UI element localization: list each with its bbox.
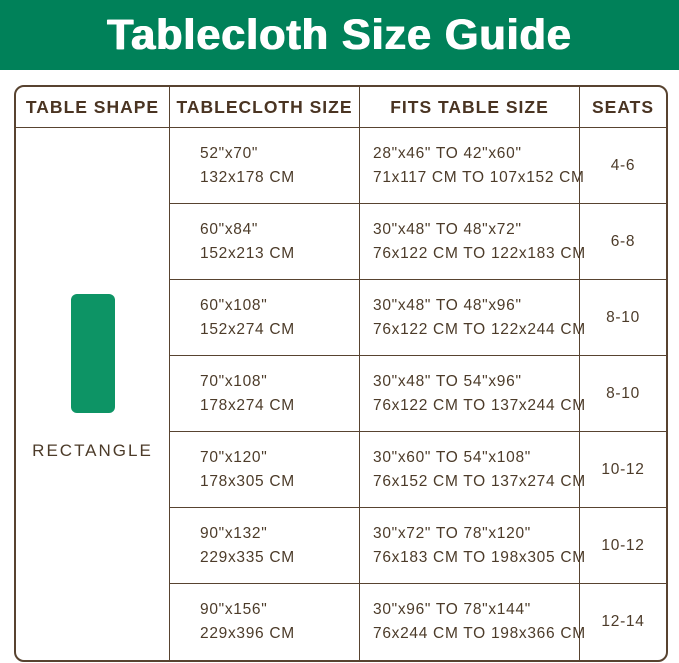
title-banner <box>0 0 679 70</box>
header-tablecloth-size: TABLECLOTH SIZE <box>170 87 360 128</box>
shape-label: RECTANGLE <box>32 440 153 460</box>
size-cm: 229x335 CM <box>200 548 295 566</box>
seats-cell: 10-12 <box>580 508 666 584</box>
fits-inches: 30"x72" TO 78"x120" <box>373 524 531 542</box>
tablecloth-size-cell <box>170 508 360 584</box>
size-inches: 70"x120" <box>200 448 268 466</box>
tablecloth-size-cell <box>170 432 360 508</box>
fits-cm: 76x122 CM TO 122x244 CM <box>373 320 586 338</box>
size-inches: 70"x108" <box>200 372 268 390</box>
size-guide-table <box>14 85 668 662</box>
fits-inches: 30"x48" TO 48"x96" <box>373 296 522 314</box>
fits-inches: 30"x96" TO 78"x144" <box>373 601 531 618</box>
size-inches: 90"x156" <box>200 601 268 618</box>
fits-inches: 30"x60" TO 54"x108" <box>373 448 531 466</box>
shape-wrap <box>16 294 169 463</box>
header-seats: SEATS <box>580 87 666 128</box>
fits-cm: 76x122 CM TO 122x183 CM <box>373 244 586 262</box>
tablecloth-size-cell <box>170 280 360 356</box>
fits-size-cell <box>360 508 586 584</box>
fits-cm: 76x152 CM TO 137x274 CM <box>373 472 586 490</box>
size-cm: 178x305 CM <box>200 472 295 490</box>
seats-cell: 8-10 <box>580 356 666 432</box>
fits-inches: 28"x46" TO 42"x60" <box>373 144 522 162</box>
fits-size-cell <box>360 356 586 432</box>
page-title: Tablecloth Size Guide <box>107 10 572 59</box>
fits-cm: 71x117 CM TO 107x152 CM <box>373 168 585 186</box>
size-inches: 60"x84" <box>200 220 259 238</box>
size-cm: 152x274 CM <box>200 320 295 338</box>
size-cm: 152x213 CM <box>200 244 295 262</box>
tablecloth-size-cell <box>170 204 360 280</box>
fits-inches: 30"x48" TO 48"x72" <box>373 220 522 238</box>
fits-size-cell <box>360 128 585 204</box>
seats-cell: 4-6 <box>580 128 666 204</box>
fits-size-cell <box>360 584 586 660</box>
rectangle-shape-icon <box>71 294 115 413</box>
fits-cm: 76x122 CM TO 137x244 CM <box>373 396 586 414</box>
seats-cell: 12-14 <box>601 613 645 630</box>
fits-inches: 30"x48" TO 54"x96" <box>373 372 522 390</box>
seats-cell: 8-10 <box>580 280 666 356</box>
size-cm: 132x178 CM <box>200 168 295 186</box>
tablecloth-size-cell <box>170 356 360 432</box>
size-inches: 52"x70" <box>200 144 259 162</box>
fits-size-cell <box>360 432 586 508</box>
tablecloth-size-cell <box>170 128 360 204</box>
size-inches: 90"x132" <box>200 524 268 542</box>
seats-cell: 10-12 <box>580 432 666 508</box>
fits-cm: 76x244 CM TO 198x366 CM <box>373 625 586 642</box>
fits-cm: 76x183 CM TO 198x305 CM <box>373 548 586 566</box>
fits-size-cell <box>360 204 586 280</box>
header-table-shape: TABLE SHAPE <box>16 87 170 128</box>
seats-cell: 6-8 <box>580 204 666 280</box>
tablecloth-size-cell <box>170 584 360 660</box>
size-cm: 178x274 CM <box>200 396 295 414</box>
table-row <box>16 128 666 204</box>
size-inches: 60"x108" <box>200 296 268 314</box>
header-row <box>16 87 666 128</box>
fits-size-cell <box>360 280 586 356</box>
header-fits-table-size: FITS TABLE SIZE <box>360 87 580 128</box>
size-cm: 229x396 CM <box>200 625 295 642</box>
shape-cell <box>16 128 170 660</box>
